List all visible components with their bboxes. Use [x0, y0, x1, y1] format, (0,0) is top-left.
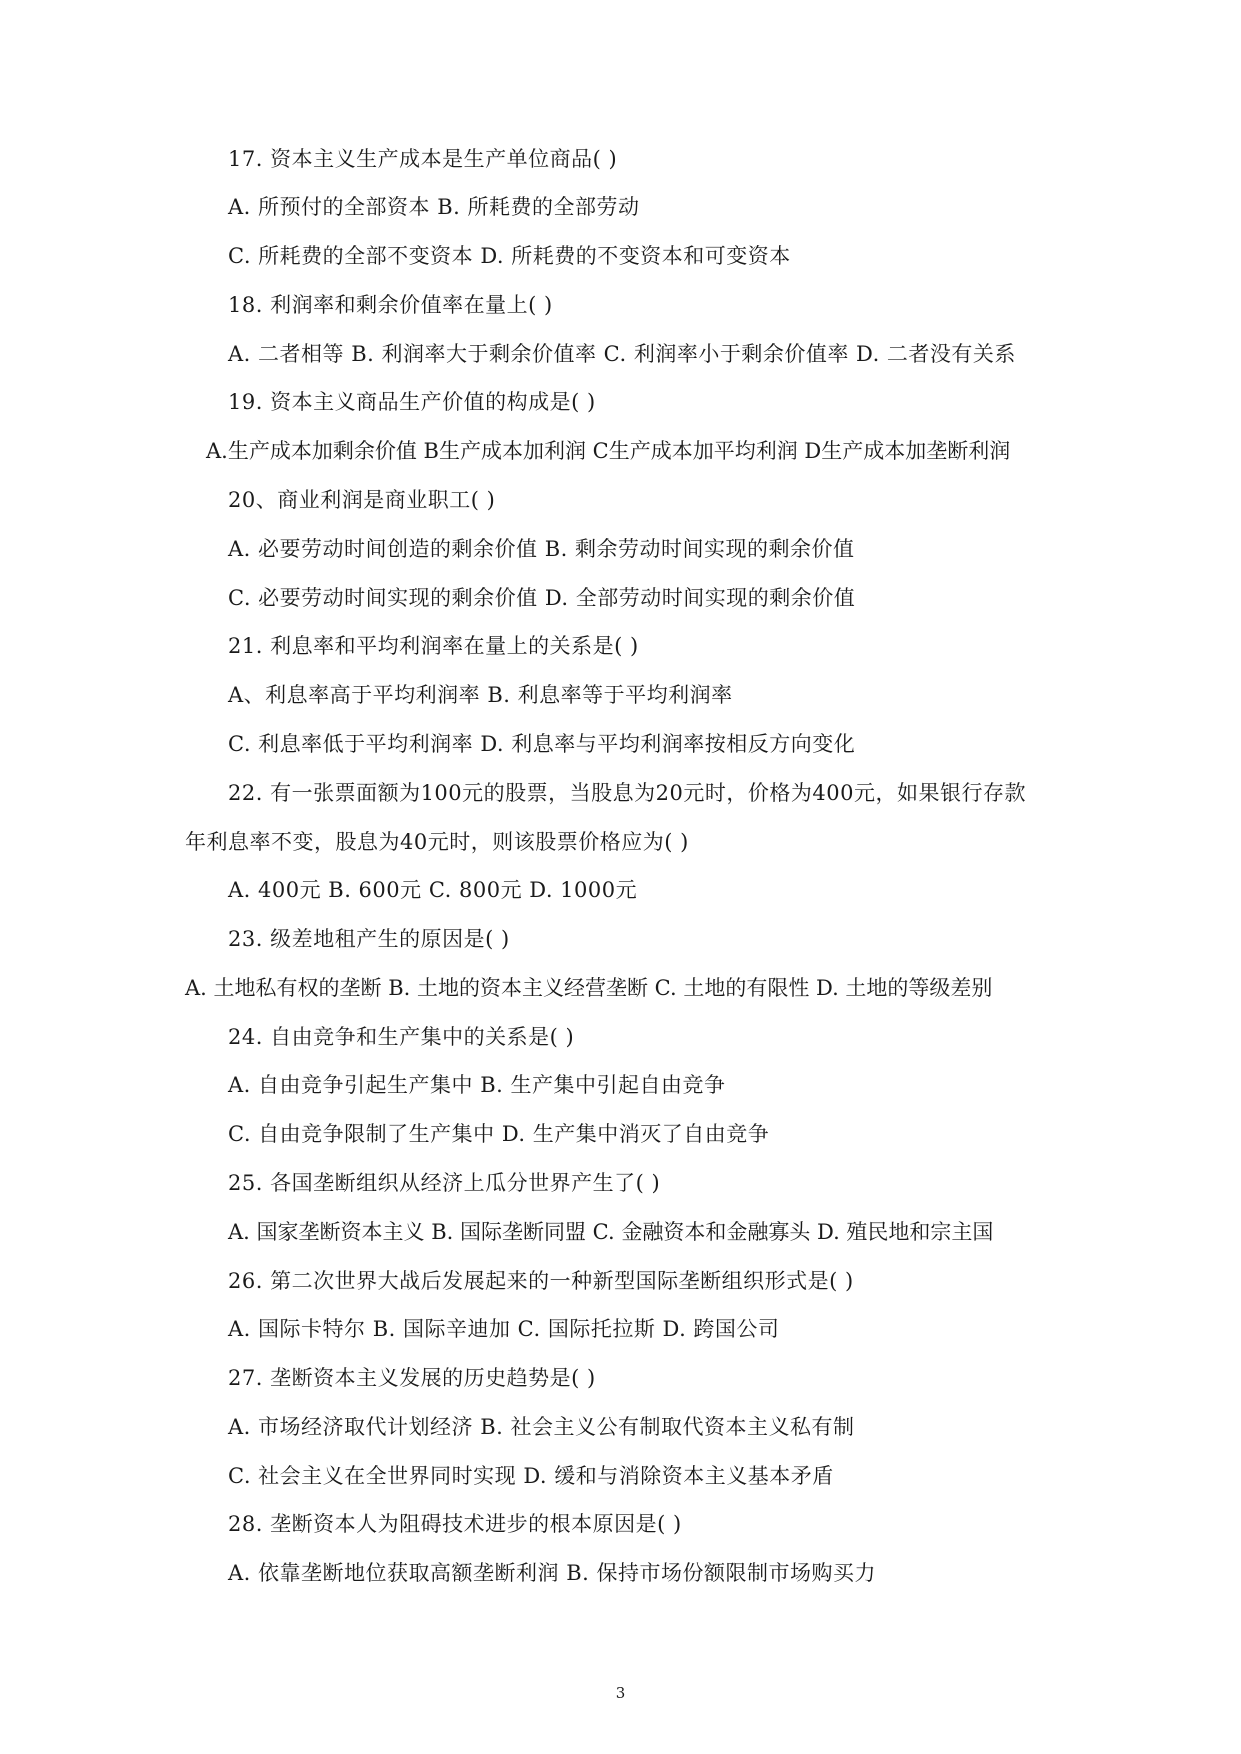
question-17-options-ab: A. 所预付的全部资本 B. 所耗费的全部劳动: [228, 195, 640, 219]
question-23-options: A. 土地私有权的垄断 B. 土地的资本主义经营垄断 C. 土地的有限性 D. 土地的等级差别: [185, 976, 993, 1000]
question-21-options-ab: A、利息率高于平均利润率 B. 利息率等于平均利润率: [228, 683, 733, 707]
question-22-continued: 年利息率不变，股息为40元时，则该股票价格应为( ): [185, 830, 689, 854]
question-24: 24. 自由竞争和生产集中的关系是( ): [228, 1025, 575, 1049]
question-20-options-cd: C. 必要劳动时间实现的剩余价值 D. 全部劳动时间实现的剩余价值: [228, 586, 856, 610]
question-18-options: A. 二者相等 B. 利润率大于剩余价值率 C. 利润率小于剩余价值率 D. 二者没有关系: [228, 342, 1016, 366]
question-22-options: A. 400元 B. 600元 C. 800元 D. 1000元: [228, 878, 638, 902]
question-25-options: A. 国家垄断资本主义 B. 国际垄断同盟 C. 金融资本和金融寡头 D. 殖民地和宗主国: [228, 1220, 994, 1244]
question-28-options-ab: A. 依靠垄断地位获取高额垄断利润 B. 保持市场份额限制市场购买力: [228, 1561, 876, 1585]
question-18: 18. 利润率和剩余价值率在量上( ): [228, 293, 553, 317]
question-17: 17. 资本主义生产成本是生产单位商品( ): [228, 147, 618, 171]
question-24-options-cd: C. 自由竞争限制了生产集中 D. 生产集中消灭了自由竞争: [228, 1122, 770, 1146]
question-20-options-ab: A. 必要劳动时间创造的剩余价值 B. 剩余劳动时间实现的剩余价值: [228, 537, 855, 561]
question-19-options: A.生产成本加剩余价值 B生产成本加利润 C生产成本加平均利润 D生产成本加垄断利润: [206, 439, 1011, 463]
question-27-options-ab: A. 市场经济取代计划经济 B. 社会主义公有制取代资本主义私有制: [228, 1415, 855, 1439]
question-27: 27. 垄断资本主义发展的历史趋势是( ): [228, 1366, 596, 1390]
question-23: 23. 级差地租产生的原因是( ): [228, 927, 510, 951]
question-25: 25. 各国垄断组织从经济上瓜分世界产生了( ): [228, 1171, 661, 1195]
question-17-options-cd: C. 所耗费的全部不变资本 D. 所耗费的不变资本和可变资本: [228, 244, 791, 268]
question-19: 19. 资本主义商品生产价值的构成是( ): [228, 390, 596, 414]
question-21: 21. 利息率和平均利润率在量上的关系是( ): [228, 634, 639, 658]
question-26: 26. 第二次世界大战后发展起来的一种新型国际垄断组织形式是( ): [228, 1269, 854, 1293]
question-21-options-cd: C. 利息率低于平均利润率 D. 利息率与平均利润率按相反方向变化: [228, 732, 856, 756]
question-28: 28. 垄断资本人为阻碍技术进步的根本原因是( ): [228, 1512, 682, 1536]
question-27-options-cd: C. 社会主义在全世界同时实现 D. 缓和与消除资本主义基本矛盾: [228, 1464, 834, 1488]
question-24-options-ab: A. 自由竞争引起生产集中 B. 生产集中引起自由竞争: [228, 1073, 726, 1097]
page-number: 3: [615, 1684, 626, 1702]
question-20: 20、商业利润是商业职工( ): [228, 488, 496, 512]
question-22: 22. 有一张票面额为100元的股票，当股息为20元时，价格为400元，如果银行存款: [228, 781, 1026, 805]
question-26-options: A. 国际卡特尔 B. 国际辛迪加 C. 国际托拉斯 D. 跨国公司: [228, 1317, 780, 1341]
